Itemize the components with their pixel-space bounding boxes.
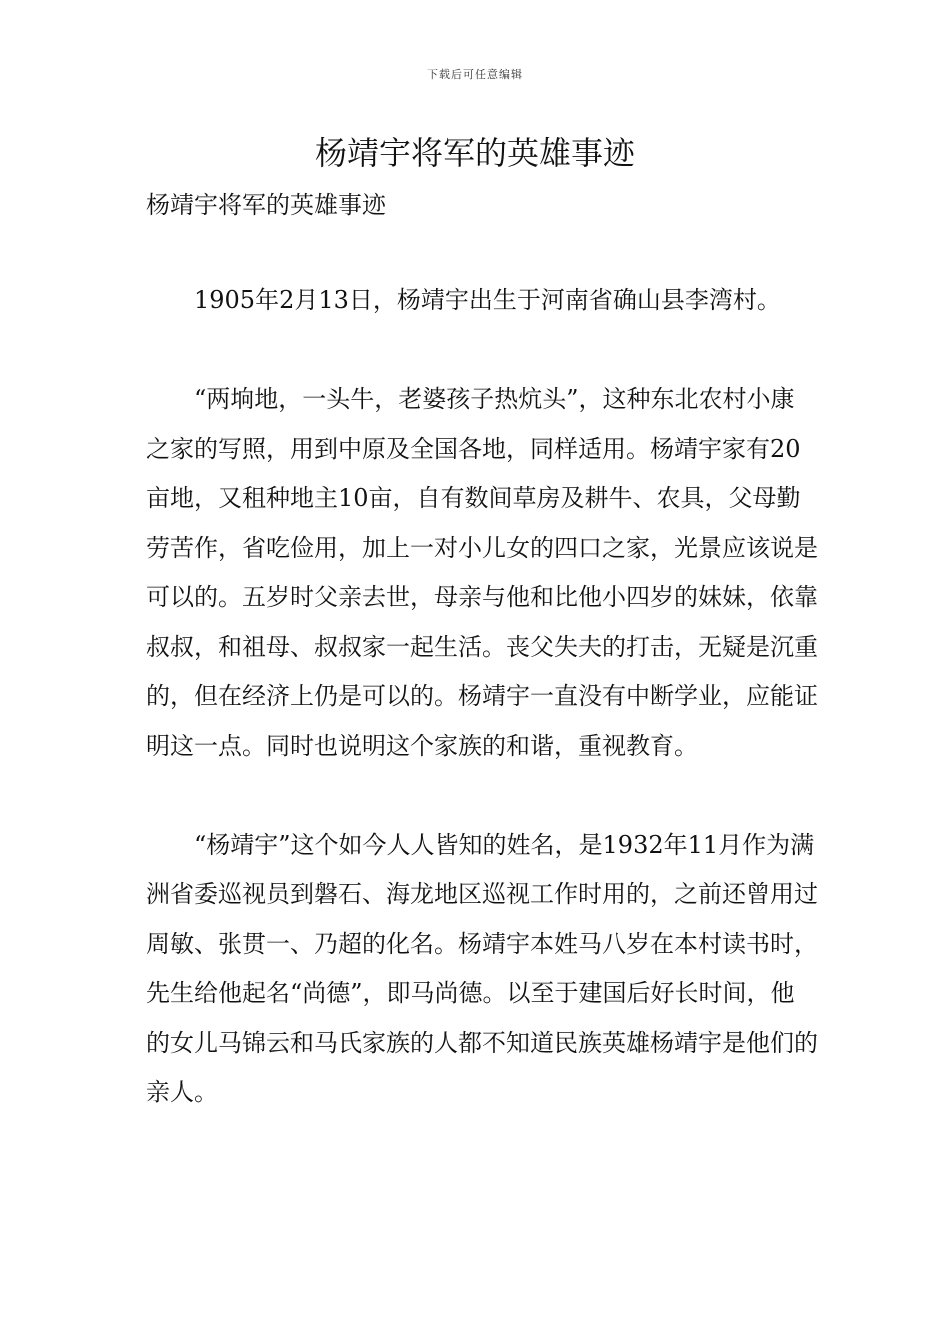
paragraph-name: “杨靖宇”这个如今人人皆知的姓名，是1932年11月作为满洲省委巡视员到磐石、海龙地区巡视工作时用的，之前还曾用过周敏、张贯一、乃超的化名。杨靖宇本姓马八岁在本村读书时，先生给他起名“尚德”，即马尚德。以至于建国后好长时间，他的女儿马锦云和马氏家族的人都不知道民族英雄杨靖宇是他们的亲人。 <box>146 830 818 1106</box>
document-subtitle: 杨靖宇将军的英雄事迹 <box>146 191 386 219</box>
paragraph-family: “两垧地，一头牛，老婆孩子热炕头”，这种东北农村小康之家的写照，用到中原及全国各地，同样适用。杨靖宇家有20亩地，又租种地主10亩，自有数间草房及耕牛、农具，父母勤劳苦作，省吃俭用，加上一对小儿女的四口之家，光景应该说是可以的。五岁时父亲去世，母亲与他和比他小四岁的妹妹，依靠叔叔，和祖母、叔叔家一起生活。丧父失夫的打击，无疑是沉重的，但在经济上仍是可以的。杨靖宇一直没有中断学业，应能证明这一点。同时也说明这个家族的和谐，重视教育。 <box>146 385 818 760</box>
document-title: 杨靖宇将军的英雄事迹 <box>314 134 635 172</box>
header-note: 下载后可任意编辑 <box>427 68 523 81</box>
document-body <box>146 276 818 1167</box>
paragraph-birth: 1905年2月13日，杨靖宇出生于河南省确山县李湾村。 <box>194 286 781 314</box>
